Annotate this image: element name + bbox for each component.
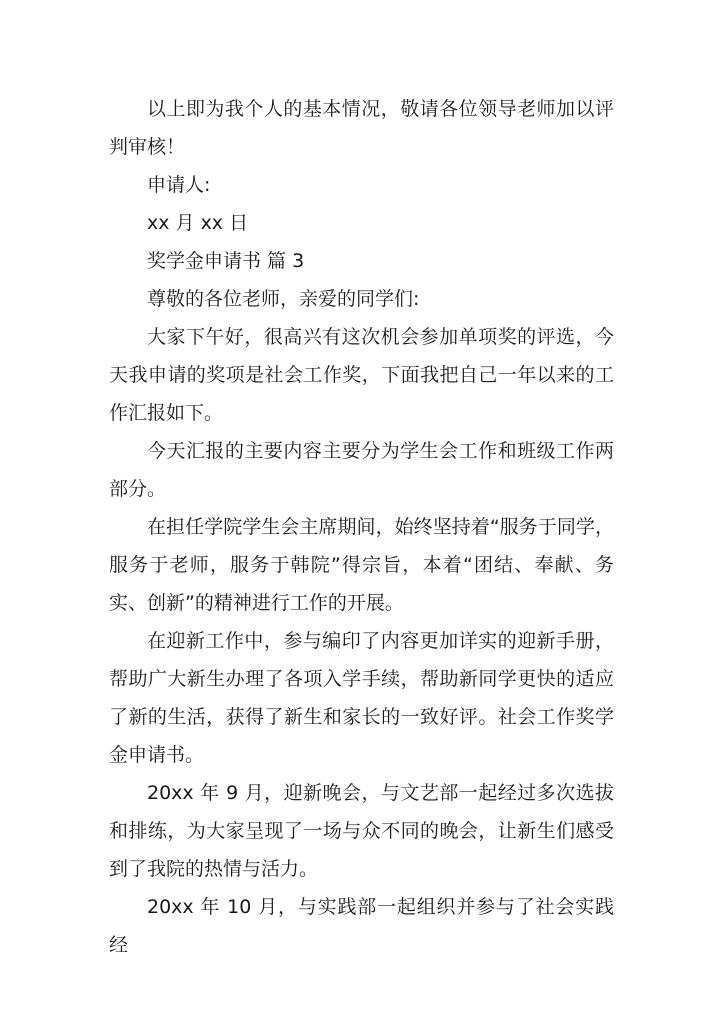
orientation-paragraph: 在迎新工作中，参与编印了内容更加详实的迎新手册，帮助广大新生办理了各项入学手续，帮助新同学更快的适应了新的生活，获得了新生和家长的一致好评。社会工作奖学金申请书。	[109, 630, 614, 766]
greeting: 尊敬的各位老师，亲爱的同学们:	[147, 288, 420, 310]
summary-paragraph: 今天汇报的主要内容主要分为学生会工作和班级工作两部分。	[109, 440, 614, 500]
closing-paragraph: 以上即为我个人的基本情况，敬请各位领导老师加以评判审核！	[109, 98, 614, 158]
social-practice-paragraph: 20xx 年 10 月，与实践部一起组织并参与了社会实践经	[109, 896, 614, 956]
document-body	[109, 90, 614, 964]
student-union-paragraph: 在担任学院学生会主席期间，始终坚持着“服务于同学，服务于老师，服务于韩院”得宗旨，本着“团结、奉献、务实、创新”的精神进行工作的开展。	[109, 516, 614, 614]
section-title: 奖学金申请书 篇 3	[147, 250, 305, 272]
welcome-party-paragraph: 20xx 年 9 月，迎新晚会，与文艺部一起经过多次选拔和排练，为大家呈现了一场与众不同的晚会，让新生们感受到了我院的热情与活力。	[109, 782, 614, 880]
intro-paragraph: 大家下午好，很高兴有这次机会参加单项奖的评选，今天我申请的奖项是社会工作奖，下面我把自己一年以来的工作汇报如下。	[109, 326, 614, 424]
date-line: xx 月 xx 日	[147, 212, 249, 234]
applicant-label: 申请人:	[147, 174, 211, 196]
